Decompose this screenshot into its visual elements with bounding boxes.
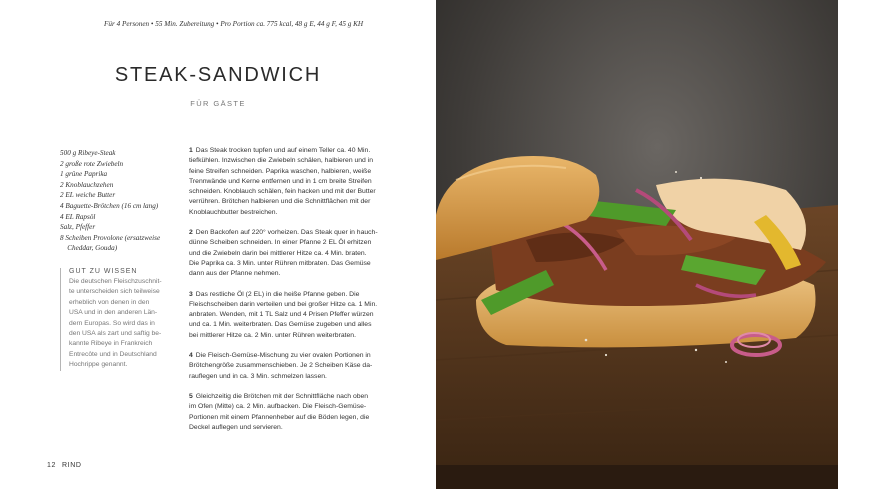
step-text: Gleichzeitig die Brötchen mit der Schnittfläche nach oben: [195, 392, 369, 400]
ingredient-item: 4 EL Rapsöl: [60, 212, 96, 221]
step-number: 1: [189, 147, 193, 154]
step-4: [189, 351, 404, 382]
ingredient-item: Salz, Pfeffer: [60, 223, 96, 232]
ingredient-list: [60, 148, 170, 254]
step-number: 5: [189, 392, 193, 400]
step-text: dünne Scheiben schneiden. In einer Pfanne 2 EL Öl erhitzen: [189, 239, 372, 247]
step-text: verrühren. Brötchen halbieren und die Schnittflächen mit der: [189, 198, 371, 206]
page-number: 12: [47, 462, 56, 469]
step-text: Trennwände und Kerne entfernen und in 1 cm breite Streifen: [189, 177, 372, 185]
ingredient-item: 8 Scheiben Provolone (ersatzweise: [60, 233, 161, 242]
tip-line: USA und in den anderen Län-: [69, 309, 158, 317]
page-edge: [838, 0, 870, 489]
page-footer: [47, 462, 82, 469]
step-text: anbraten. Wenden, mit 1 TL Salz und 4 Prisen Pfeffer würzen: [189, 311, 374, 319]
step-text: Brötchengröße zusammenschieben. Je 2 Scheiben Käse da-: [189, 362, 373, 370]
step-text: und ca. 1 Min. weiterbraten. Das Gemüse zugeben und alles: [189, 321, 372, 329]
ingredient-item: 2 EL weiche Butter: [60, 191, 116, 200]
sandwich-photo: [436, 0, 838, 489]
section-label: RIND: [62, 462, 82, 469]
step-text: im Ofen (Mitte) ca. 2 Min. aufbacken. Die Fleisch-Gemüse-: [189, 403, 367, 411]
tip-line: erheblich von denen in den: [69, 298, 150, 306]
step-text: Die Paprika ca. 3 Min. unter Rühren mitbraten. Das Gemüse: [189, 259, 371, 267]
step-list: [189, 146, 404, 443]
ingredient-item: 2 Knoblauchzehen: [60, 180, 114, 189]
tip-line: Die deutschen Fleischzuschnit-: [69, 278, 162, 285]
tip-title: GUT ZU WISSEN: [69, 268, 138, 275]
step-text: tiefkühlen. Inzwischen die Zwiebeln schälen, halbieren und in: [189, 157, 374, 165]
step-text: Portionen mit einem Pfannenheber auf die Böden legen, die: [189, 413, 370, 421]
step-5: [189, 392, 404, 433]
step-text: schneiden. Knoblauch schälen, fein hacken und mit der Butter: [189, 188, 376, 196]
step-number: 2: [189, 229, 193, 237]
step-text: Das Steak trocken tupfen und auf einem Teller ca. 40 Min.: [195, 147, 371, 154]
tip-line: dern Europas. So wird das in: [69, 319, 155, 327]
step-text: dann aus der Pfanne nehmen.: [189, 270, 281, 278]
step-1: [189, 146, 404, 218]
tip-line: Hochrippe genannt.: [69, 361, 128, 369]
ingredient-item: Cheddar, Gouda): [60, 244, 118, 253]
step-text: Den Backofen auf 220° vorheizen. Das Steak quer in hauch-: [195, 229, 378, 237]
step-text: Knoblauchbutter bestreichen.: [189, 208, 278, 216]
step-text: rauflegen und in ca. 3 Min. schmelzen lassen.: [189, 372, 327, 380]
tip-line: den USA als zart und saftig be-: [69, 330, 162, 338]
step-text: Deckel auflegen und servieren.: [189, 423, 283, 431]
tip-line: kannte Ribeye in Frankreich: [69, 340, 153, 348]
step-3: [189, 290, 404, 341]
step-text: und die Zwiebeln darin bei mittlerer Hitze ca. 4 Min. braten.: [189, 249, 367, 257]
step-text: Das restliche Öl (2 EL) in die heiße Pfanne geben. Die: [195, 290, 360, 298]
ingredient-item: 2 große rote Zwiebeln: [60, 159, 124, 168]
ingredient-item: 4 Baguette-Brötchen (16 cm lang): [60, 201, 159, 210]
step-text: bei mittlerer Hitze ca. 2 Min. unter Rühren weiterbraten.: [189, 331, 356, 339]
tip-line: te unterscheiden sich teilweise: [69, 288, 160, 296]
step-number: 3: [189, 290, 193, 298]
recipe-title: STEAK-SANDWICH: [114, 64, 322, 86]
step-2: [189, 228, 404, 279]
recipe-meta: Für 4 Personen • 55 Min. Zubereitung • Pro Portion ca. 775 kcal, 48 g E, 44 g F, 45 g KH: [104, 20, 364, 28]
ingredient-item: 500 g Ribeye-Steak: [60, 149, 116, 157]
step-number: 4: [189, 352, 193, 360]
step-text: Fleischscheiben darin verteilen und bei großer Hitze ca. 1 Min.: [189, 300, 378, 308]
tip-box: [60, 268, 181, 371]
recipe-subtitle: FÜR GÄSTE: [190, 99, 246, 108]
step-text: Die Fleisch-Gemüse-Mischung zu vier ovalen Portionen in: [195, 352, 371, 360]
tip-line: Entrecôte und in Deutschland: [69, 350, 157, 358]
step-text: feine Streifen schneiden. Paprika waschen, halbieren, weiße: [189, 167, 372, 175]
ingredient-item: 1 grüne Paprika: [60, 170, 108, 179]
